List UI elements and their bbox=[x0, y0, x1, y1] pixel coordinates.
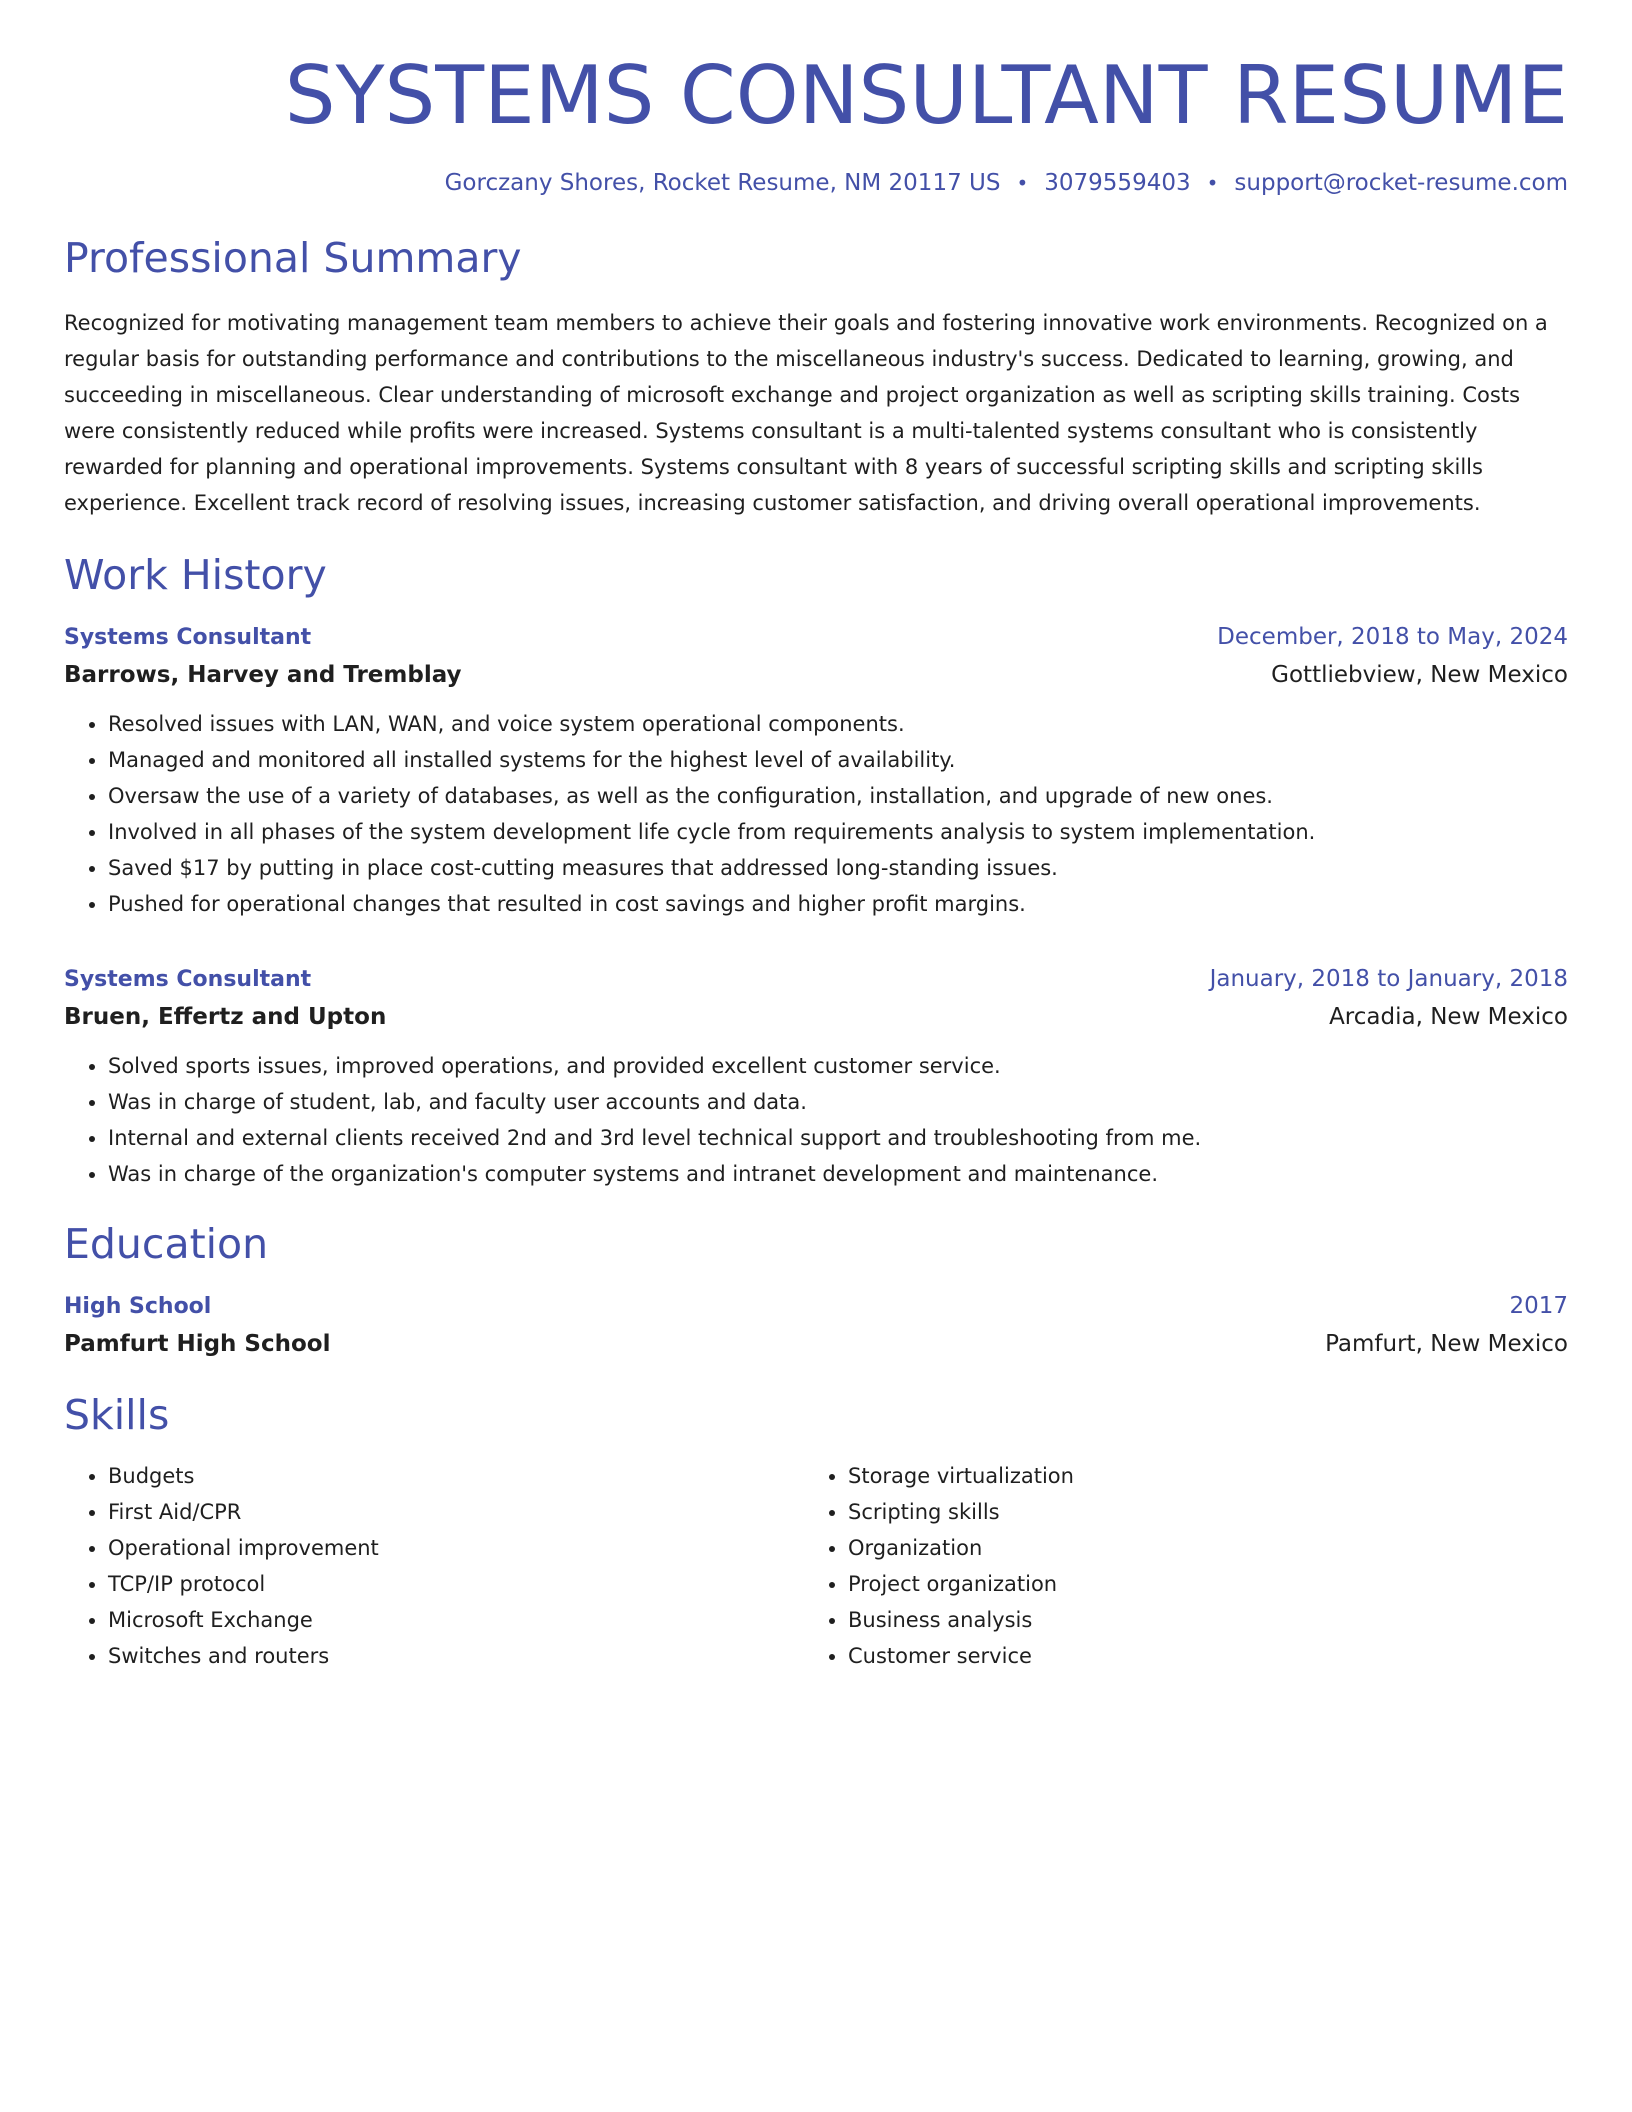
skill-item: • Operational improvement bbox=[108, 1530, 804, 1566]
education-year: 2017 bbox=[1509, 1293, 1568, 1320]
job-title: Systems Consultant bbox=[64, 624, 312, 650]
job-bullet: • Managed and monitored all installed systems for the highest level of availability. bbox=[108, 742, 1568, 778]
skill-item: • Business analysis bbox=[848, 1602, 1544, 1638]
skills-column-left bbox=[64, 1458, 804, 1674]
resume-title: SYSTEMS CONSULTANT RESUME bbox=[284, 49, 1568, 142]
education-heading: Education bbox=[64, 1219, 269, 1268]
job-entry bbox=[64, 966, 1568, 1192]
job-bullet: • Involved in all phases of the system development life cycle from requirements analysis to system implementation. bbox=[108, 814, 1568, 850]
job-title: Systems Consultant bbox=[64, 966, 312, 992]
skill-item: • Organization bbox=[848, 1530, 1544, 1566]
summary-heading: Professional Summary bbox=[64, 233, 522, 282]
job-bullet: • Solved sports issues, improved operations, and provided excellent customer service. bbox=[108, 1048, 1568, 1084]
contact-address: Gorczany Shores, Rocket Resume, NM 20117 US bbox=[444, 170, 1001, 196]
skills-column-right bbox=[804, 1458, 1544, 1674]
education-degree: High School bbox=[64, 1294, 212, 1320]
education-entry bbox=[64, 1293, 1568, 1357]
job-dates: December, 2018 to May, 2024 bbox=[1217, 623, 1568, 650]
job-bullet: • Was in charge of student, lab, and faculty user accounts and data. bbox=[108, 1084, 1568, 1120]
skill-item: • TCP/IP protocol bbox=[108, 1566, 804, 1602]
job-bullet: • Oversaw the use of a variety of databases, as well as the configuration, installation, and upgrade of new ones. bbox=[108, 778, 1568, 814]
skills-grid bbox=[64, 1458, 1568, 1674]
job-company: Barrows, Harvey and Tremblay bbox=[64, 661, 462, 688]
skill-item: • Switches and routers bbox=[108, 1638, 804, 1674]
contact-separator: • bbox=[1016, 171, 1029, 195]
contact-separator: • bbox=[1206, 171, 1219, 195]
job-bullet: • Saved $17 by putting in place cost-cutting measures that addressed long-standing issues. bbox=[108, 850, 1568, 886]
education-location: Pamfurt, New Mexico bbox=[1325, 1331, 1568, 1358]
education-school: Pamfurt High School bbox=[64, 1331, 331, 1358]
skill-item: • Microsoft Exchange bbox=[108, 1602, 804, 1638]
job-dates: January, 2018 to January, 2018 bbox=[1209, 965, 1568, 992]
job-location: Gottliebview, New Mexico bbox=[1271, 661, 1568, 688]
skill-item: • Project organization bbox=[848, 1566, 1544, 1602]
job-location: Arcadia, New Mexico bbox=[1329, 1003, 1568, 1030]
job-entry bbox=[64, 624, 1568, 922]
skill-item: • Scripting skills bbox=[848, 1494, 1544, 1530]
job-bullet: • Pushed for operational changes that resulted in cost savings and higher profit margins. bbox=[108, 886, 1568, 922]
job-bullets bbox=[64, 1048, 1568, 1192]
job-bullets bbox=[64, 706, 1568, 922]
job-company: Bruen, Effertz and Upton bbox=[64, 1003, 387, 1030]
job-bullet: • Internal and external clients received 2nd and 3rd level technical support and troubleshooting from me. bbox=[108, 1120, 1568, 1156]
job-bullet: • Resolved issues with LAN, WAN, and voice system operational components. bbox=[108, 706, 1568, 742]
skills-heading: Skills bbox=[64, 1391, 170, 1440]
contact-line bbox=[64, 170, 1568, 198]
skill-item: • Budgets bbox=[108, 1458, 804, 1494]
summary-text: Recognized for motivating management team members to achieve their goals and fostering innovative work environments. Recognized on a regular basis for outstanding performance and contributions to the miscellaneous industry's success. Dedicated to learning, growing, and succeeding in miscellaneous. Clear understanding of microsoft exchange and project organization as well as scripting skills training. Costs were consistently reduced while profits were increased. Systems consultant is a multi-talented systems consultant who is consistently rewarded for planning and operational improvements. Systems consultant with 8 years of successful scripting skills and scripting skills experience. Excellent track record of resolving issues, increasing customer satisfaction, and driving overall operational improvements. bbox=[64, 310, 1548, 515]
skill-item: • Customer service bbox=[848, 1638, 1544, 1674]
job-bullet: • Was in charge of the organization's computer systems and intranet development and maintenance. bbox=[108, 1156, 1568, 1192]
contact-email: support@rocket-resume.com bbox=[1234, 170, 1568, 196]
contact-phone: 3079559403 bbox=[1044, 170, 1191, 196]
skill-item: • Storage virtualization bbox=[848, 1458, 1544, 1494]
work-history-heading: Work History bbox=[64, 550, 327, 599]
skill-item: • First Aid/CPR bbox=[108, 1494, 804, 1530]
